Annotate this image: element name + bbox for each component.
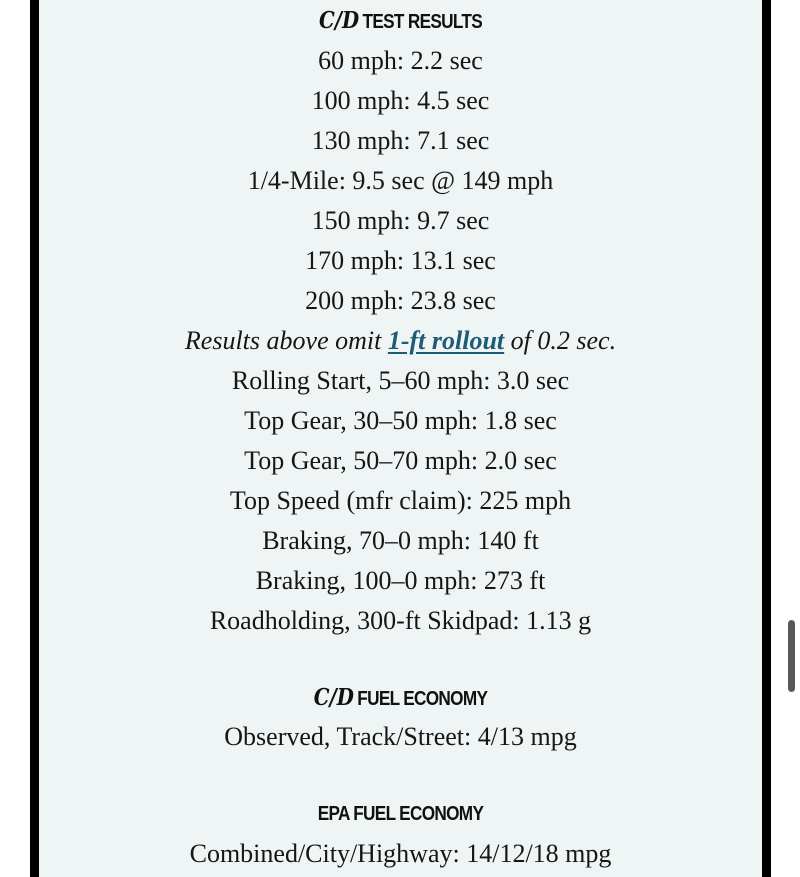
test-results-heading-title: TEST RESULTS [362,11,483,33]
cd-brand-mark: C/D [318,7,360,34]
cd-fuel-economy-heading [90,683,712,713]
test-results-heading [90,6,712,36]
epa-fuel-economy-heading [90,799,712,829]
result-0-170: 170 mph: 13.1 sec [305,246,496,275]
rollout-link[interactable]: 1-ft rollout [387,326,505,355]
rollout-note-suffix: of 0.2 sec. [504,326,617,355]
spec-panel [39,0,762,877]
scrollbar-thumb[interactable] [788,620,795,692]
result-top-gear-30-50: Top Gear, 30–50 mph: 1.8 sec [244,406,557,435]
result-0-200: 200 mph: 23.8 sec [305,286,496,315]
rollout-note [39,321,762,361]
result-braking-70-0: Braking, 70–0 mph: 140 ft [262,526,539,555]
epa-combined-city-highway: Combined/City/Highway: 14/12/18 mpg [189,839,612,868]
result-top-speed: Top Speed (mfr claim): 225 mph [229,486,572,515]
article-frame [30,0,771,877]
cd-brand-mark: C/D [313,684,354,711]
result-roadholding: Roadholding, 300-ft Skidpad: 1.13 g [209,606,592,635]
result-0-130: 130 mph: 7.1 sec [311,126,490,155]
result-0-60: 60 mph: 2.2 sec [318,46,483,75]
scrollbar-track[interactable] [784,0,800,877]
result-rolling-start: Rolling Start, 5–60 mph: 3.0 sec [231,366,570,395]
epa-fuel-economy-heading-title: EPA FUEL ECONOMY [317,803,484,825]
result-top-gear-50-70: Top Gear, 50–70 mph: 2.0 sec [244,446,557,475]
result-quarter-mile: 1/4-Mile: 9.5 sec @ 149 mph [247,166,554,195]
rollout-note-prefix: Results above omit [184,326,388,355]
cd-fuel-economy-heading-title: FUEL ECONOMY [357,688,488,710]
result-braking-100-0: Braking, 100–0 mph: 273 ft [255,566,546,595]
result-0-150: 150 mph: 9.7 sec [311,206,490,235]
result-0-100: 100 mph: 4.5 sec [311,86,490,115]
observed-fuel-economy: Observed, Track/Street: 4/13 mpg [224,722,577,751]
